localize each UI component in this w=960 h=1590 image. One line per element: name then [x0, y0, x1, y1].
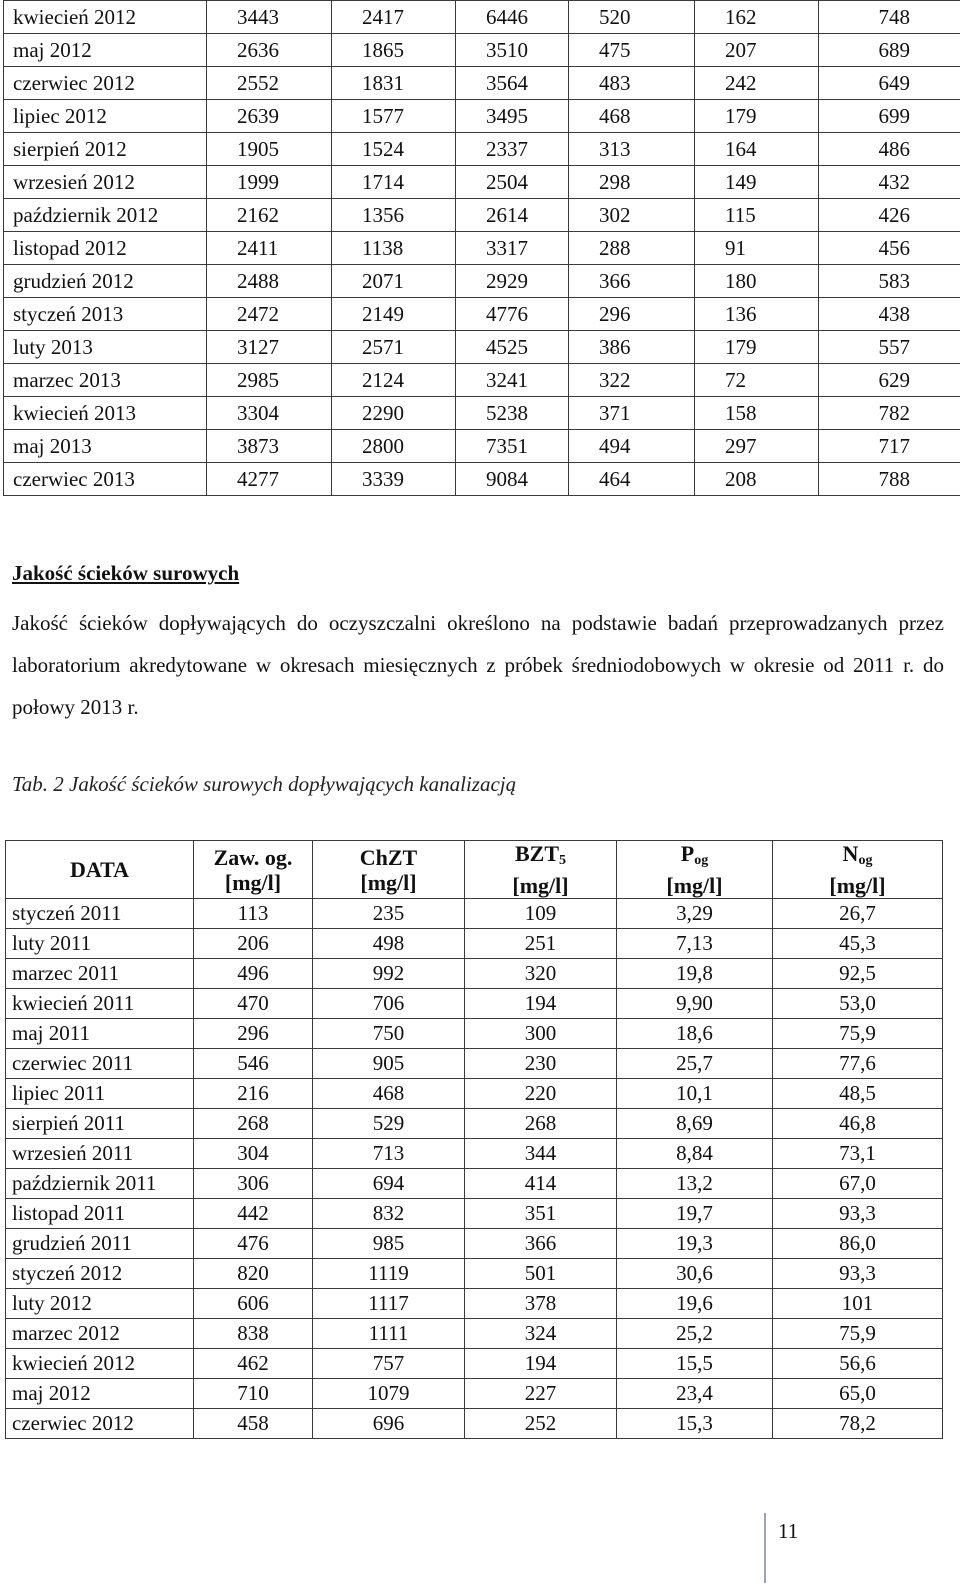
- value-cell: 468: [569, 100, 695, 133]
- value-cell: 3127: [207, 331, 332, 364]
- value-cell: 268: [465, 1109, 617, 1139]
- value-cell: 757: [313, 1349, 465, 1379]
- row-date-cell: wrzesień 2011: [6, 1139, 194, 1169]
- value-cell: 180: [695, 265, 819, 298]
- row-date-cell: marzec 2011: [6, 959, 194, 989]
- row-date-cell: listopad 2012: [4, 232, 207, 265]
- row-date-cell: marzec 2013: [4, 364, 207, 397]
- row-date-cell: kwiecień 2011: [6, 989, 194, 1019]
- value-cell: 456: [819, 232, 960, 265]
- table-row: [4, 1, 960, 34]
- value-cell: 208: [695, 463, 819, 496]
- value-cell: 324: [465, 1319, 617, 1349]
- value-cell: 306: [194, 1169, 313, 1199]
- table-row: [6, 1169, 943, 1199]
- header-date: DATA: [6, 841, 194, 899]
- row-date-cell: grudzień 2012: [4, 265, 207, 298]
- table-row: [6, 1229, 943, 1259]
- value-cell: 179: [695, 331, 819, 364]
- table-row: [4, 232, 960, 265]
- row-date-cell: maj 2012: [6, 1379, 194, 1409]
- value-cell: 65,0: [773, 1379, 943, 1409]
- table-row: [4, 463, 960, 496]
- value-cell: 2552: [207, 67, 332, 100]
- value-cell: 629: [819, 364, 960, 397]
- value-cell: 194: [465, 989, 617, 1019]
- value-cell: 207: [695, 34, 819, 67]
- value-cell: 2290: [332, 397, 456, 430]
- row-date-cell: luty 2012: [6, 1289, 194, 1319]
- table-row: [6, 1259, 943, 1289]
- value-cell: 750: [313, 1019, 465, 1049]
- value-cell: 378: [465, 1289, 617, 1319]
- value-cell: 1577: [332, 100, 456, 133]
- table-row: [6, 899, 943, 929]
- value-cell: 649: [819, 67, 960, 100]
- value-cell: 3,29: [617, 899, 773, 929]
- table-row: [6, 1379, 943, 1409]
- value-cell: 298: [569, 166, 695, 199]
- row-date-cell: czerwiec 2013: [4, 463, 207, 496]
- table-row: [6, 1199, 943, 1229]
- value-cell: 252: [465, 1409, 617, 1439]
- value-cell: 1079: [313, 1379, 465, 1409]
- value-cell: 3495: [456, 100, 569, 133]
- table-caption: Tab. 2 Jakość ścieków surowych dopływających kanalizacją: [12, 772, 517, 796]
- value-cell: 1111: [313, 1319, 465, 1349]
- value-cell: 30,6: [617, 1259, 773, 1289]
- value-cell: 344: [465, 1139, 617, 1169]
- value-cell: 72: [695, 364, 819, 397]
- table-row: [6, 1079, 943, 1109]
- table-row: [6, 989, 943, 1019]
- page-number-divider: [764, 1513, 766, 1583]
- value-cell: 2571: [332, 331, 456, 364]
- table-row: [6, 1109, 943, 1139]
- value-cell: 164: [695, 133, 819, 166]
- value-cell: 476: [194, 1229, 313, 1259]
- value-cell: 820: [194, 1259, 313, 1289]
- value-cell: 992: [313, 959, 465, 989]
- value-cell: 136: [695, 298, 819, 331]
- value-cell: 297: [695, 430, 819, 463]
- value-cell: 782: [819, 397, 960, 430]
- value-cell: 4277: [207, 463, 332, 496]
- value-cell: 2337: [456, 133, 569, 166]
- value-cell: 268: [194, 1109, 313, 1139]
- table-row: [4, 67, 960, 100]
- value-cell: 426: [819, 199, 960, 232]
- value-cell: 371: [569, 397, 695, 430]
- value-cell: 2149: [332, 298, 456, 331]
- value-cell: 93,3: [773, 1259, 943, 1289]
- value-cell: 748: [819, 1, 960, 34]
- row-date-cell: sierpień 2011: [6, 1109, 194, 1139]
- value-cell: 25,2: [617, 1319, 773, 1349]
- value-cell: 2639: [207, 100, 332, 133]
- value-cell: 529: [313, 1109, 465, 1139]
- value-cell: 19,3: [617, 1229, 773, 1259]
- table-row: [4, 265, 960, 298]
- value-cell: 2472: [207, 298, 332, 331]
- row-date-cell: kwiecień 2013: [4, 397, 207, 430]
- value-cell: 109: [465, 899, 617, 929]
- value-cell: 2504: [456, 166, 569, 199]
- value-cell: 2614: [456, 199, 569, 232]
- table-header-row: [6, 841, 943, 899]
- value-cell: 694: [313, 1169, 465, 1199]
- value-cell: 149: [695, 166, 819, 199]
- table-row: [4, 34, 960, 67]
- value-cell: 75,9: [773, 1319, 943, 1349]
- value-cell: 414: [465, 1169, 617, 1199]
- value-cell: 583: [819, 265, 960, 298]
- value-cell: 464: [569, 463, 695, 496]
- value-cell: 498: [313, 929, 465, 959]
- value-cell: 1117: [313, 1289, 465, 1319]
- value-cell: 832: [313, 1199, 465, 1229]
- monthly-data-table-body: [4, 1, 960, 496]
- table-row: [6, 1289, 943, 1319]
- value-cell: 1714: [332, 166, 456, 199]
- table-row: [6, 1049, 943, 1079]
- value-cell: 3873: [207, 430, 332, 463]
- table-row: [6, 959, 943, 989]
- row-date-cell: styczeń 2013: [4, 298, 207, 331]
- value-cell: 475: [569, 34, 695, 67]
- value-cell: 302: [569, 199, 695, 232]
- value-cell: 216: [194, 1079, 313, 1109]
- page-number: 11: [778, 1519, 799, 1543]
- value-cell: 288: [569, 232, 695, 265]
- value-cell: 5238: [456, 397, 569, 430]
- value-cell: 462: [194, 1349, 313, 1379]
- value-cell: 689: [819, 34, 960, 67]
- table-row: [4, 133, 960, 166]
- value-cell: 7,13: [617, 929, 773, 959]
- value-cell: 73,1: [773, 1139, 943, 1169]
- row-date-cell: październik 2012: [4, 199, 207, 232]
- row-date-cell: luty 2011: [6, 929, 194, 959]
- value-cell: 706: [313, 989, 465, 1019]
- row-date-cell: wrzesień 2012: [4, 166, 207, 199]
- value-cell: 235: [313, 899, 465, 929]
- section-paragraph: Jakość ścieków dopływających do oczyszczalni określono na podstawie badań przeprowadzanych przez laboratorium akredytowane w okresach miesięcznych z próbek średniodobowych w okresie od 2011 r. do połowy 2013 r.: [12, 611, 944, 719]
- value-cell: 101: [773, 1289, 943, 1319]
- value-cell: 366: [465, 1229, 617, 1259]
- value-cell: 23,4: [617, 1379, 773, 1409]
- value-cell: 1865: [332, 34, 456, 67]
- value-cell: 242: [695, 67, 819, 100]
- value-cell: 2800: [332, 430, 456, 463]
- value-cell: 557: [819, 331, 960, 364]
- value-cell: 15,3: [617, 1409, 773, 1439]
- table-row: [6, 1409, 943, 1439]
- monthly-data-table: [3, 0, 960, 496]
- value-cell: 86,0: [773, 1229, 943, 1259]
- table-row: [4, 199, 960, 232]
- value-cell: 1119: [313, 1259, 465, 1289]
- value-cell: 320: [465, 959, 617, 989]
- row-date-cell: styczeń 2011: [6, 899, 194, 929]
- value-cell: 3510: [456, 34, 569, 67]
- value-cell: 386: [569, 331, 695, 364]
- value-cell: 4525: [456, 331, 569, 364]
- section-heading: Jakość ścieków surowych: [12, 561, 240, 585]
- value-cell: 501: [465, 1259, 617, 1289]
- value-cell: 2411: [207, 232, 332, 265]
- value-cell: 300: [465, 1019, 617, 1049]
- row-date-cell: czerwiec 2011: [6, 1049, 194, 1079]
- value-cell: 26,7: [773, 899, 943, 929]
- row-date-cell: kwiecień 2012: [6, 1349, 194, 1379]
- value-cell: 8,69: [617, 1109, 773, 1139]
- value-cell: 2985: [207, 364, 332, 397]
- row-date-cell: maj 2013: [4, 430, 207, 463]
- value-cell: 3304: [207, 397, 332, 430]
- value-cell: 442: [194, 1199, 313, 1229]
- value-cell: 93,3: [773, 1199, 943, 1229]
- table-row: [4, 298, 960, 331]
- value-cell: 304: [194, 1139, 313, 1169]
- value-cell: 206: [194, 929, 313, 959]
- value-cell: 13,2: [617, 1169, 773, 1199]
- header-total-nitrogen: $N_{og}$ [mg/l]: [773, 841, 943, 899]
- value-cell: 546: [194, 1049, 313, 1079]
- value-cell: 75,9: [773, 1019, 943, 1049]
- value-cell: 838: [194, 1319, 313, 1349]
- value-cell: 1356: [332, 199, 456, 232]
- value-cell: 1138: [332, 232, 456, 265]
- value-cell: 496: [194, 959, 313, 989]
- value-cell: 179: [695, 100, 819, 133]
- value-cell: 296: [194, 1019, 313, 1049]
- value-cell: 3443: [207, 1, 332, 34]
- table-row: [4, 430, 960, 463]
- row-date-cell: czerwiec 2012: [6, 1409, 194, 1439]
- value-cell: 2162: [207, 199, 332, 232]
- value-cell: 717: [819, 430, 960, 463]
- value-cell: 458: [194, 1409, 313, 1439]
- value-cell: 2417: [332, 1, 456, 34]
- value-cell: 468: [313, 1079, 465, 1109]
- table-row: [4, 331, 960, 364]
- raw-sewage-quality-table-body: [6, 899, 943, 1439]
- row-date-cell: marzec 2012: [6, 1319, 194, 1349]
- value-cell: 520: [569, 1, 695, 34]
- value-cell: 19,7: [617, 1199, 773, 1229]
- value-cell: 25,7: [617, 1049, 773, 1079]
- value-cell: 486: [819, 133, 960, 166]
- row-date-cell: styczeń 2012: [6, 1259, 194, 1289]
- value-cell: 158: [695, 397, 819, 430]
- table-row: [6, 929, 943, 959]
- value-cell: 322: [569, 364, 695, 397]
- value-cell: 1905: [207, 133, 332, 166]
- value-cell: 6446: [456, 1, 569, 34]
- row-date-cell: październik 2011: [6, 1169, 194, 1199]
- value-cell: 2636: [207, 34, 332, 67]
- table-row: [4, 166, 960, 199]
- value-cell: 2929: [456, 265, 569, 298]
- value-cell: 46,8: [773, 1109, 943, 1139]
- value-cell: 432: [819, 166, 960, 199]
- row-date-cell: lipiec 2011: [6, 1079, 194, 1109]
- value-cell: 53,0: [773, 989, 943, 1019]
- value-cell: 696: [313, 1409, 465, 1439]
- value-cell: 4776: [456, 298, 569, 331]
- value-cell: 18,6: [617, 1019, 773, 1049]
- value-cell: 194: [465, 1349, 617, 1379]
- value-cell: 438: [819, 298, 960, 331]
- value-cell: 227: [465, 1379, 617, 1409]
- value-cell: 905: [313, 1049, 465, 1079]
- table-row: [6, 1349, 943, 1379]
- row-date-cell: sierpień 2012: [4, 133, 207, 166]
- value-cell: 788: [819, 463, 960, 496]
- value-cell: 3241: [456, 364, 569, 397]
- table-row: [6, 1139, 943, 1169]
- value-cell: 9,90: [617, 989, 773, 1019]
- row-date-cell: kwiecień 2012: [4, 1, 207, 34]
- value-cell: 251: [465, 929, 617, 959]
- value-cell: 162: [695, 1, 819, 34]
- row-date-cell: lipiec 2012: [4, 100, 207, 133]
- value-cell: 2071: [332, 265, 456, 298]
- value-cell: 351: [465, 1199, 617, 1229]
- row-date-cell: maj 2011: [6, 1019, 194, 1049]
- table-row: [4, 100, 960, 133]
- value-cell: 1999: [207, 166, 332, 199]
- value-cell: 77,6: [773, 1049, 943, 1079]
- value-cell: 296: [569, 298, 695, 331]
- row-date-cell: czerwiec 2012: [4, 67, 207, 100]
- value-cell: 9084: [456, 463, 569, 496]
- value-cell: 494: [569, 430, 695, 463]
- value-cell: 313: [569, 133, 695, 166]
- value-cell: 1831: [332, 67, 456, 100]
- value-cell: 220: [465, 1079, 617, 1109]
- row-date-cell: maj 2012: [4, 34, 207, 67]
- value-cell: 115: [695, 199, 819, 232]
- row-date-cell: listopad 2011: [6, 1199, 194, 1229]
- table-row: [4, 364, 960, 397]
- value-cell: 10,1: [617, 1079, 773, 1109]
- value-cell: 78,2: [773, 1409, 943, 1439]
- row-date-cell: grudzień 2011: [6, 1229, 194, 1259]
- value-cell: 710: [194, 1379, 313, 1409]
- value-cell: 470: [194, 989, 313, 1019]
- value-cell: 3339: [332, 463, 456, 496]
- value-cell: 483: [569, 67, 695, 100]
- value-cell: 606: [194, 1289, 313, 1319]
- header-total-phosphorus: $P_{og}$ [mg/l]: [617, 841, 773, 899]
- value-cell: 985: [313, 1229, 465, 1259]
- value-cell: 19,8: [617, 959, 773, 989]
- row-date-cell: luty 2013: [4, 331, 207, 364]
- raw-sewage-quality-table: [5, 840, 943, 1439]
- value-cell: 92,5: [773, 959, 943, 989]
- value-cell: 2124: [332, 364, 456, 397]
- value-cell: 1524: [332, 133, 456, 166]
- value-cell: 713: [313, 1139, 465, 1169]
- header-bod5: $BZT_5$ [mg/l]: [465, 841, 617, 899]
- value-cell: 3564: [456, 67, 569, 100]
- value-cell: 2488: [207, 265, 332, 298]
- value-cell: 366: [569, 265, 695, 298]
- header-cod: ChZT [mg/l]: [313, 841, 465, 899]
- table-row: [6, 1019, 943, 1049]
- value-cell: 7351: [456, 430, 569, 463]
- value-cell: 56,6: [773, 1349, 943, 1379]
- table-row: [4, 397, 960, 430]
- header-suspended-solids: Zaw. og. [mg/l]: [194, 841, 313, 899]
- value-cell: 48,5: [773, 1079, 943, 1109]
- value-cell: 113: [194, 899, 313, 929]
- value-cell: 45,3: [773, 929, 943, 959]
- value-cell: 91: [695, 232, 819, 265]
- value-cell: 15,5: [617, 1349, 773, 1379]
- value-cell: 19,6: [617, 1289, 773, 1319]
- value-cell: 699: [819, 100, 960, 133]
- value-cell: 3317: [456, 232, 569, 265]
- value-cell: 67,0: [773, 1169, 943, 1199]
- table-row: [6, 1319, 943, 1349]
- value-cell: 8,84: [617, 1139, 773, 1169]
- value-cell: 230: [465, 1049, 617, 1079]
